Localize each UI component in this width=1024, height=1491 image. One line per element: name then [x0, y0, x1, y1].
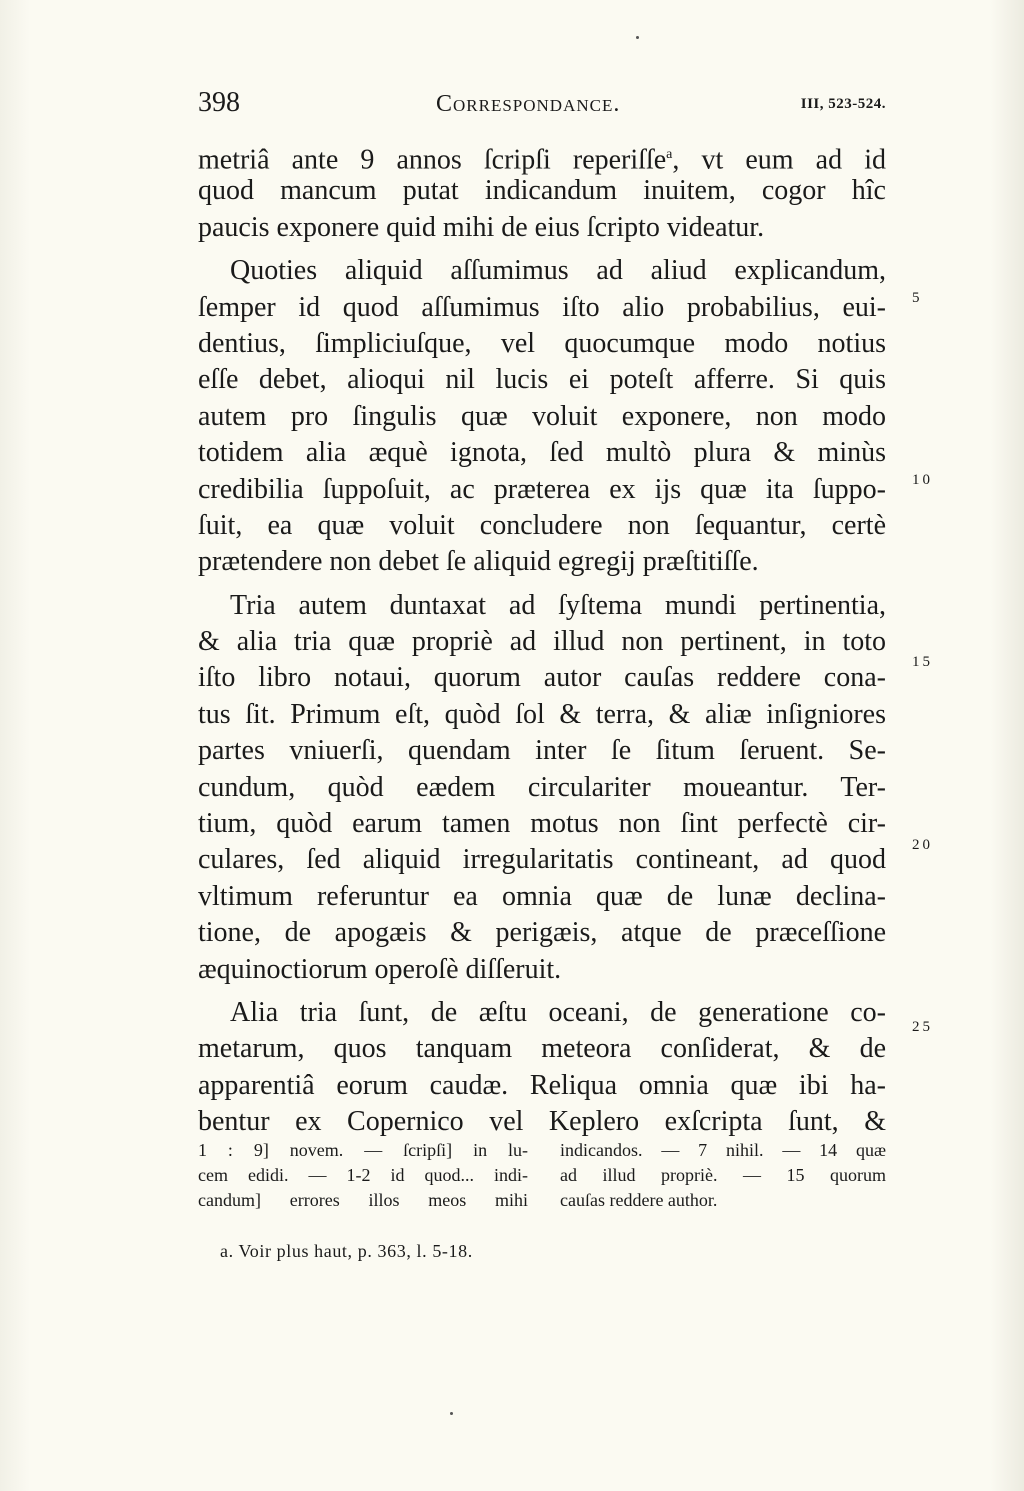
apparatus-line: indicandos. — 7 nihil. — 14 quæ	[560, 1140, 886, 1160]
text-line: bentur ex Copernico vel Keplero exſcripta ſunt, &	[198, 1106, 886, 1138]
text-line: autem pro ſingulis quæ voluit exponere, non modo	[198, 400, 886, 432]
text-line: prætendere non debet ſe aliquid egregij præſtitiſſe.	[198, 546, 759, 578]
margin-line-number: 10	[912, 472, 933, 488]
text-line: Tria autem duntaxat ad ſyſtema mundi pertinentia,	[230, 589, 886, 621]
margin-line-number: 15	[912, 654, 933, 670]
page-reference: III, 523-524.	[800, 96, 886, 112]
apparatus-line: cauſas reddere author.	[560, 1190, 718, 1210]
apparatus-line: ad illud propriè. — 15 quorum	[560, 1165, 886, 1185]
text-line: dentius, ſimpliciuſque, vel quocumque modo notius	[198, 327, 886, 359]
page-number: 398	[198, 87, 240, 118]
text-line: tium, quòd earum tamen motus non ſint perfectè cir-	[198, 808, 886, 840]
text-line: tione, de apogæis & perigæis, atque de præceſſione	[198, 917, 886, 949]
apparatus-line: candum] errores illos meos mihi	[198, 1190, 528, 1210]
text-line: quod mancum putat indicandum inuitem, cogor hîc	[198, 175, 886, 207]
page-speck	[636, 36, 639, 39]
text-line: metarum, quos tanquam meteora conſiderat, & de	[198, 1033, 886, 1065]
text-line: paucis exponere quid mihi de eius ſcripto videatur.	[198, 211, 765, 243]
text-line: Alia tria ſunt, de æſtu oceani, de generatione co-	[230, 996, 886, 1028]
footnote-marker: a	[666, 147, 673, 162]
text-line: culares, ſed aliquid irregularitatis contineant, ad quod	[198, 844, 886, 876]
text-line: æquinoctiorum operoſè diſſeruit.	[198, 953, 562, 985]
text-line: Quoties aliquid aſſumimus ad aliud explicandum,	[230, 255, 886, 287]
text-line: vltimum referuntur ea omnia quæ de lunæ declina-	[198, 880, 886, 912]
apparatus-left-column	[198, 1138, 528, 1213]
text-line: iſto libro notaui, quorum autor cauſas reddere cona-	[198, 662, 886, 694]
margin-line-number: 5	[912, 290, 923, 306]
body-text	[198, 137, 886, 1141]
text-line: ſuit, ea quæ voluit concludere non ſequantur, certè	[198, 509, 886, 541]
text-line: cundum, quòd eædem circulariter moueantur. Ter-	[198, 771, 886, 803]
page-speck	[450, 1412, 453, 1415]
text-line: totidem alia æquè ignota, ſed multò plura & minùs	[198, 437, 886, 469]
text-line: metriâ ante 9 annos ſcripſi reperiſſe$^a$, vt eum ad id	[198, 144, 886, 176]
margin-line-number: 25	[912, 1019, 933, 1035]
running-title: Correspondance.	[436, 91, 621, 117]
apparatus-right-column	[560, 1138, 886, 1213]
margin-line-number: 20	[912, 837, 933, 853]
text-line: ſemper id quod aſſumimus iſto alio probabilius, eui-	[198, 291, 886, 323]
apparatus-line: 1 : 9] novem. — ſcripſi] in lu-	[198, 1140, 528, 1160]
critical-apparatus	[198, 1138, 886, 1222]
page-header	[198, 86, 886, 120]
text-line: eſſe debet, alioqui nil lucis ei poteſt afferre. Si quis	[198, 364, 886, 396]
text-line: & alia tria quæ propriè ad illud non pertinent, in toto	[198, 626, 886, 658]
footnote: a. Voir plus haut, p. 363, l. 5-18.	[220, 1241, 473, 1261]
apparatus-line: cem edidi. — 1-2 id quod... indi-	[198, 1165, 528, 1185]
text-line: apparentiâ eorum caudæ. Reliqua omnia quæ ibi ha-	[198, 1069, 886, 1101]
text-line: credibilia ſuppoſuit, ac præterea ex ijs quæ ita ſuppo-	[198, 473, 886, 505]
text-line: tus ſit. Primum eſt, quòd ſol & terra, & aliæ inſigniores	[198, 698, 886, 730]
text-line: partes vniuerſi, quendam inter ſe ſitum ſeruent. Se-	[198, 735, 886, 767]
